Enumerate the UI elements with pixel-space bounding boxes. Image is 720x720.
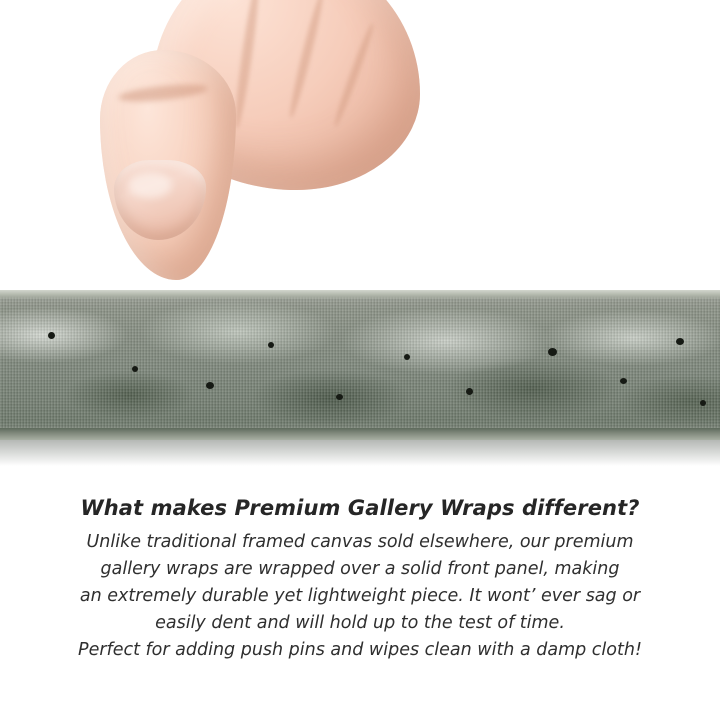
canvas-speck (268, 342, 274, 348)
thumbnail-highlight (128, 172, 172, 198)
canvas-speck (336, 394, 343, 400)
canvas-speck (620, 378, 627, 384)
caption-line: Unlike traditional framed canvas sold elsewhere, our premium (86, 532, 634, 552)
canvas-speck (48, 332, 55, 339)
caption-line: gallery wraps are wrapped over a solid front panel, making (100, 559, 620, 579)
canvas-speck (700, 400, 706, 406)
canvas-speck (404, 354, 410, 360)
caption-line: an extremely durable yet lightweight piece. It wont’ ever sag or (79, 586, 641, 606)
caption-line: Perfect for adding push pins and wipes clean with a damp cloth! (78, 640, 642, 660)
caption-heading: What makes Premium Gallery Wraps different? (80, 496, 640, 520)
canvas-speck (132, 366, 138, 372)
canvas-bottom-edge (0, 428, 720, 440)
canvas-speck (676, 338, 684, 345)
canvas-speck (206, 382, 214, 389)
canvas-weave-texture (0, 290, 720, 440)
canvas-speck (466, 388, 473, 395)
hand-illustration (92, 0, 422, 320)
caption-line: easily dent and will hold up to the test of time. (155, 613, 565, 633)
caption-body (0, 529, 720, 664)
canvas-top-highlight (0, 290, 720, 300)
caption-block (0, 496, 720, 664)
canvas-speck (548, 348, 557, 356)
canvas-wrap-edge (0, 290, 720, 440)
drop-shadow (0, 440, 720, 466)
